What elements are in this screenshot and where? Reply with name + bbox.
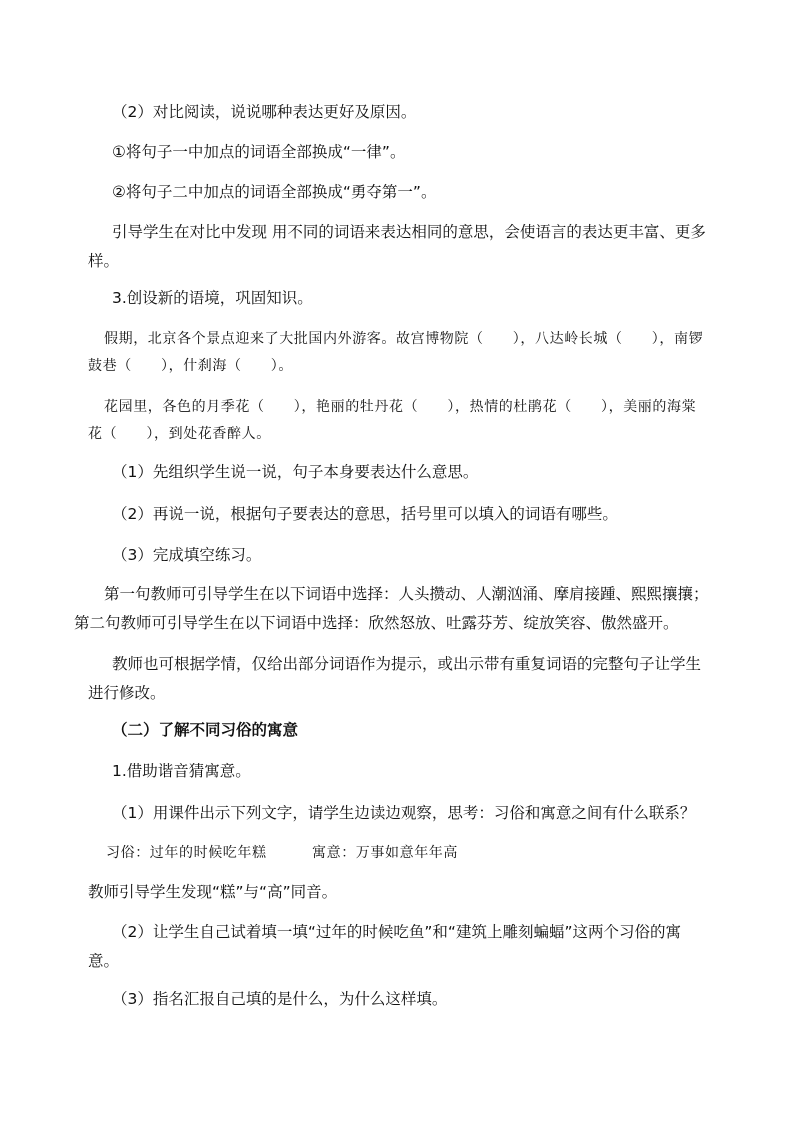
text-line: （2）对比阅读，说说哪种表达更好及原因。 [112, 103, 417, 121]
example-sentence: 花园里，各色的月季花（ ），艳丽的牡丹花（ ），热情的杜鹃花（ ），美丽的海棠花（ ），到处花香醉人。 [88, 399, 697, 442]
text-line: （1）先组织学生说一说，句子本身要表达什么意思。 [112, 463, 479, 481]
text-line: （1）用课件出示下列文字，请学生边读边观察，思考：习俗和寓意之间有什么联系？ [112, 804, 696, 822]
text-line: （3）完成填空练习。 [112, 546, 262, 564]
text-line: ①将句子一中加点的词语全部换成“一律”。 [112, 143, 406, 161]
text-paragraph: 第一句教师可引导学生在以下词语中选择：人头攒动、人潮汹涌、摩肩接踵、熙熙攘攘；第二句教师可引导学生在以下词语中选择：欣然怒放、吐露芬芳、绽放笑容、傲然盛开。 [74, 585, 709, 632]
text-line: ②将句子二中加点的词语全部换成“勇夺第一”。 [112, 183, 437, 201]
text-line: （2）再说一说，根据句子要表达的意思，括号里可以填入的词语有哪些。 [112, 505, 618, 523]
section-heading: （二）了解不同习俗的寓意 [112, 721, 299, 739]
meaning-label: 寓意：万事如意年年高 [312, 845, 458, 861]
text-line: 教师引导学生发现“糕”与“高”同音。 [88, 883, 338, 901]
custom-label: 习俗：过年的时候吃年糕 [106, 845, 267, 861]
text-paragraph: 教师也可根据学情，仅给出部分词语作为提示，或出示带有重复词语的完整句子让学生进行修改。 [88, 655, 702, 702]
example-sentence: 假期，北京各个景点迎来了大批国内外游客。故宫博物院（ ），八达岭长城（ ），南锣鼓巷（ ），什刹海（ ）。 [88, 331, 704, 374]
section-heading: 1.借助谐音猜寓意。 [112, 762, 251, 780]
text-paragraph: （2）让学生自己试着填一填“过年的时候吃鱼”和“建筑上雕刻蝙蝠”这两个习俗的寓意。 [88, 923, 681, 970]
section-heading: 3.创设新的语境，巩固知识。 [112, 289, 313, 307]
text-paragraph: 引导学生在对比中发现 用不同的词语来表达相同的意思，会使语言的表达更丰富、更多样。 [88, 223, 706, 270]
text-line: （3）指名汇报自己填的是什么，为什么这样填。 [112, 990, 448, 1008]
